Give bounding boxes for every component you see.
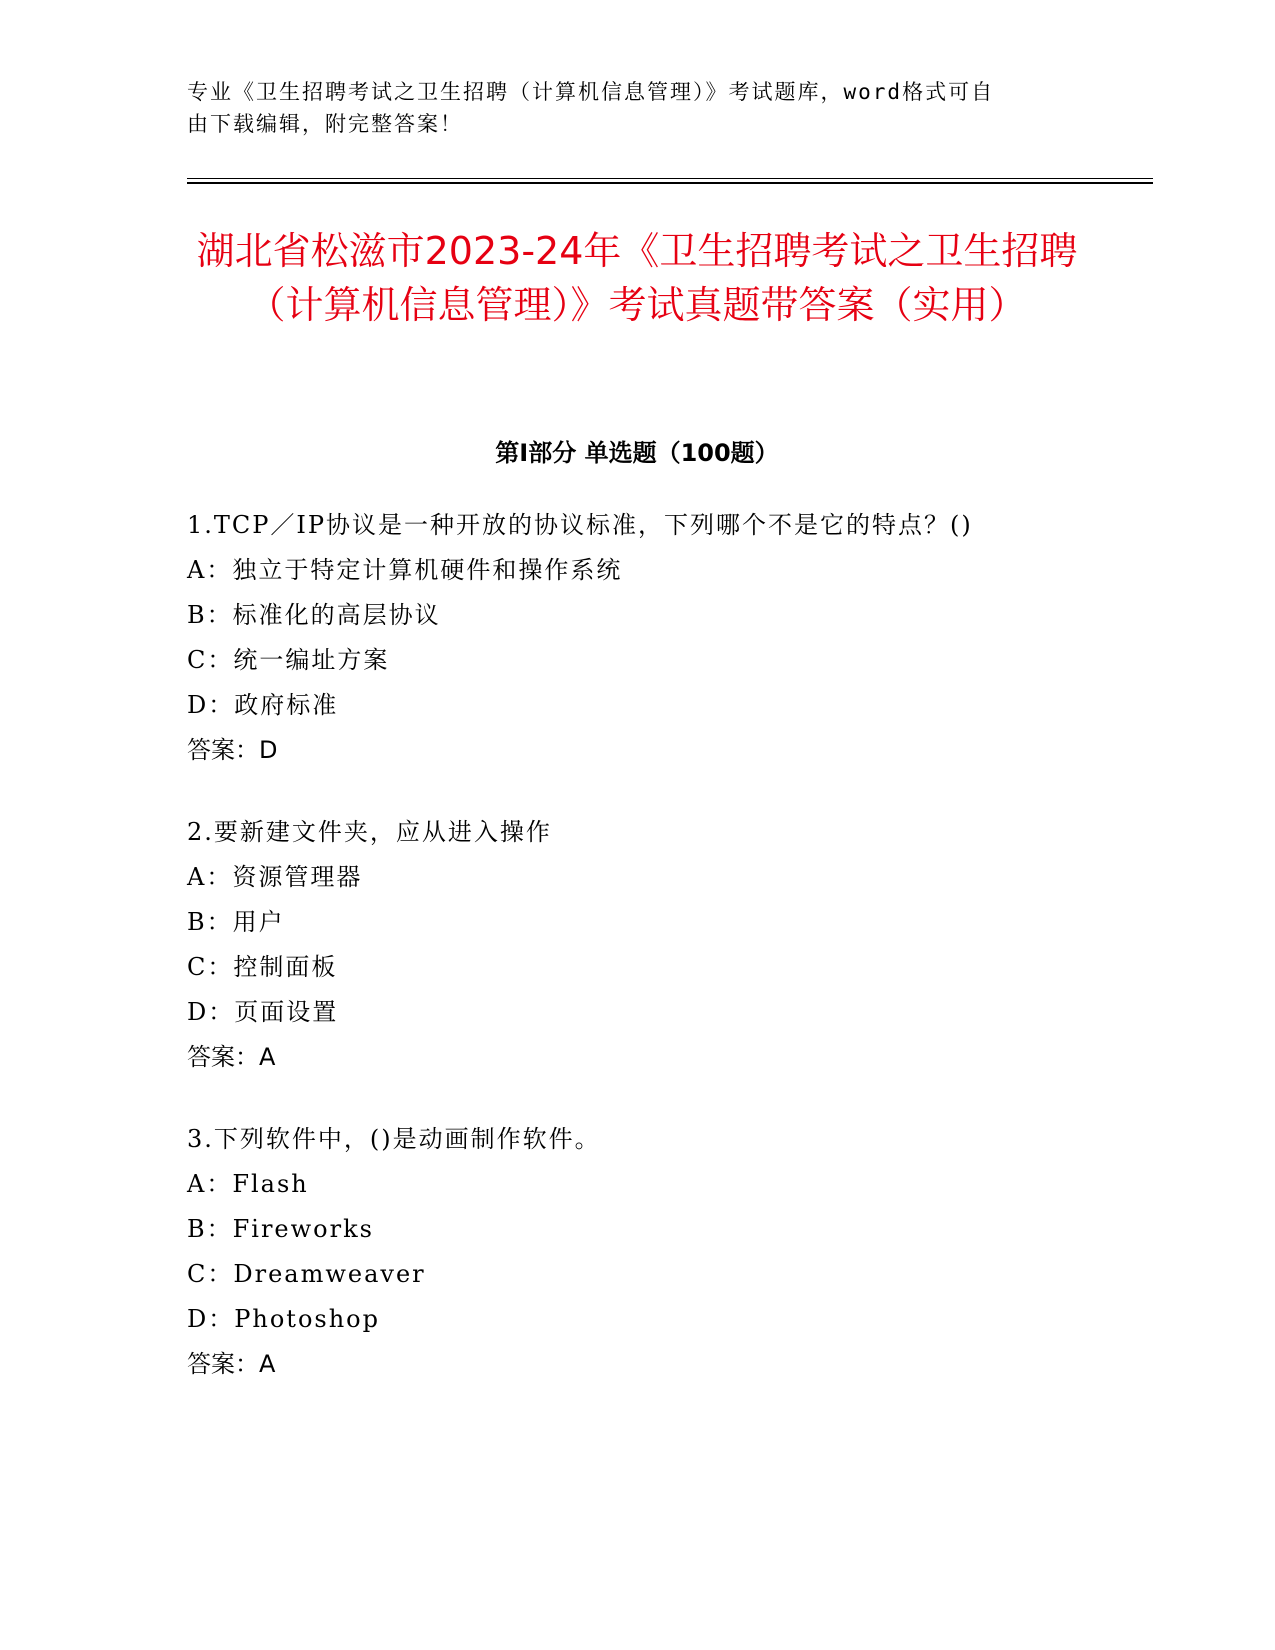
option-b: B：Fireworks: [187, 1215, 374, 1243]
answer: 答案：A: [187, 1043, 276, 1071]
question-3: [187, 1117, 1147, 1387]
option-d: D：Photoshop: [187, 1305, 380, 1333]
option-b: B：标准化的高层协议: [187, 601, 441, 629]
header-note: 专业《卫生招聘考试之卫生招聘（计算机信息管理）》考试题库，word格式可自 由下载编辑，附完整答案！: [187, 80, 995, 136]
option-a: A：独立于特定计算机硬件和操作系统: [187, 556, 623, 584]
option-c: C：统一编址方案: [187, 646, 390, 674]
question-stem: 1.TCP／IP协议是一种开放的协议标准，下列哪个不是它的特点？(): [187, 511, 973, 539]
document-title: 湖北省松滋市2023-24年《卫生招聘考试之卫生招聘（计算机信息管理）》考试真题带答案（实用）: [196, 229, 1078, 327]
option-a: A：资源管理器: [187, 863, 363, 891]
answer: 答案：A: [187, 1350, 276, 1378]
question-2: [187, 810, 1147, 1080]
header-divider-thin: [187, 178, 1153, 179]
question-stem: 2.要新建文件夹，应从进入操作: [187, 818, 552, 846]
option-b: B：用户: [187, 908, 285, 936]
option-c: C：控制面板: [187, 953, 338, 981]
question-stem: 3.下列软件中，()是动画制作软件。: [187, 1125, 601, 1153]
question-1: [187, 503, 1147, 773]
option-d: D：政府标准: [187, 691, 339, 719]
option-d: D：页面设置: [187, 998, 339, 1026]
answer: 答案：D: [187, 736, 278, 764]
option-a: A：Flash: [187, 1170, 309, 1198]
section-title: 第Ⅰ部分 单选题（100题）: [495, 439, 779, 467]
option-c: C：Dreamweaver: [187, 1260, 426, 1288]
header-divider-thick: [187, 182, 1153, 184]
